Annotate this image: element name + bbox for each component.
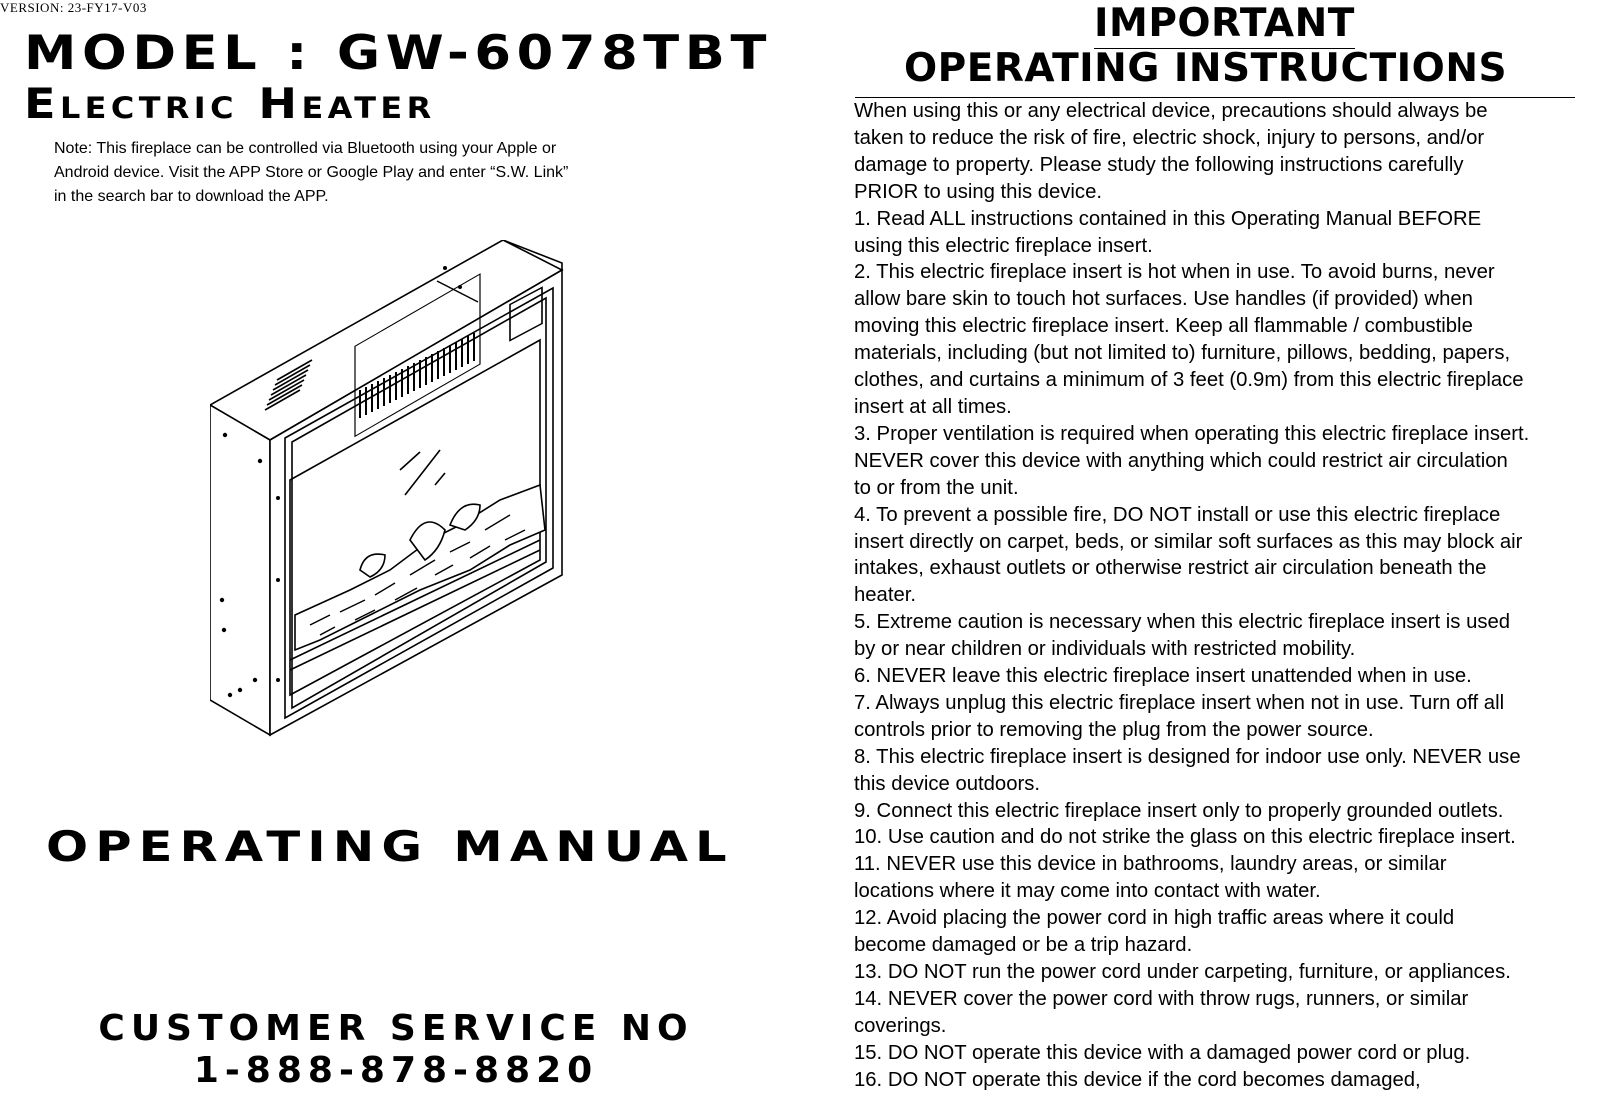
instruction-line: 16. DO NOT operate this device if the cord becomes damaged, xyxy=(854,1068,1421,1091)
instruction-line: allow bare skin to touch hot surfaces. Use handles (if provided) when xyxy=(854,288,1473,311)
operating-instructions-heading: OPERATING INSTRUCTIONS xyxy=(904,46,1508,91)
instruction-line: clothes, and curtains a minimum of 3 feet (0.9m) from this electric fireplace xyxy=(854,369,1524,392)
instruction-line: insert directly on carpet, beds, or similar soft surfaces as this may block air xyxy=(854,530,1523,553)
instruction-line: to or from the unit. xyxy=(854,476,1019,499)
instruction-line: this device outdoors. xyxy=(854,772,1041,795)
version-label: VERSION: 23-FY17-V03 xyxy=(0,0,147,15)
customer-service xyxy=(46,1008,746,1092)
operating-manual-title: OPERATING MANUAL xyxy=(46,822,734,871)
instruction-line: insert at all times. xyxy=(854,395,1012,418)
instruction-line: heater. xyxy=(854,584,917,607)
model-title: MODEL : GW-6078TBT xyxy=(24,26,773,81)
instruction-line: 1. Read ALL instructions contained in this Operating Manual BEFORE xyxy=(854,207,1482,230)
instruction-line: 12. Avoid placing the power cord in high traffic areas where it could xyxy=(854,907,1455,930)
instruction-line: 3. Proper ventilation is required when operating this electric fireplace insert. xyxy=(854,422,1530,445)
note-line: in the search bar to download the APP. xyxy=(54,188,329,205)
model-subtitle: Electric Heater xyxy=(24,79,436,128)
instruction-line: become damaged or be a trip hazard. xyxy=(854,934,1193,957)
instruction-line: controls prior to removing the plug from the power source. xyxy=(854,718,1374,741)
instruction-line: When using this or any electrical device, precautions should always be xyxy=(854,100,1488,122)
note-line: Note: This fireplace can be controlled via Bluetooth using your Apple or xyxy=(54,140,557,157)
instruction-line: locations where it may come into contact with water. xyxy=(854,880,1321,903)
instruction-line: taken to reduce the risk of fire, electric shock, injury to persons, and/or xyxy=(854,126,1485,149)
instruction-line: 6. NEVER leave this electric fireplace insert unattended when in use. xyxy=(854,665,1472,688)
instruction-line: PRIOR to using this device. xyxy=(854,180,1102,203)
instruction-line: 10. Use caution and do not strike the glass on this electric fireplace insert. xyxy=(854,826,1516,849)
customer-service-number: 1-888-878-8820 xyxy=(193,1050,599,1091)
instructions-body xyxy=(854,98,1616,1094)
instruction-line: 11. NEVER use this device in bathrooms, laundry areas, or similar xyxy=(854,853,1447,876)
instruction-line: coverings. xyxy=(854,1014,947,1037)
instruction-line: 4. To prevent a possible fire, DO NOT install or use this electric fireplace xyxy=(854,503,1501,526)
instruction-line: by or near children or individuals with restricted mobility. xyxy=(854,638,1356,661)
instruction-line: 2. This electric fireplace insert is hot when in use. To avoid burns, never xyxy=(854,261,1495,284)
instruction-line: intakes, exhaust outlets or otherwise restrict air circulation beneath the xyxy=(854,557,1487,580)
instruction-line: materials, including (but not limited to) furniture, pillows, bedding, papers, xyxy=(854,342,1511,365)
customer-service-label: CUSTOMER SERVICE NO xyxy=(98,1008,694,1049)
heater-illustration xyxy=(210,240,590,760)
note-line: Android device. Visit the APP Store or Google Play and enter “S.W. Link” xyxy=(54,164,569,181)
instruction-line: damage to property. Please study the following instructions carefully xyxy=(854,153,1464,176)
instruction-line: using this electric fireplace insert. xyxy=(854,234,1153,257)
bluetooth-note xyxy=(54,137,714,209)
instruction-line: NEVER cover this device with anything which could restrict air circulation xyxy=(854,449,1508,472)
instruction-line: 8. This electric fireplace insert is designed for indoor use only. NEVER use xyxy=(854,745,1521,768)
instruction-line: 14. NEVER cover the power cord with throw rugs, runners, or similar xyxy=(854,987,1469,1010)
instruction-line: moving this electric fireplace insert. Keep all flammable / combustible xyxy=(854,315,1473,338)
instruction-line: 9. Connect this electric fireplace insert only to properly grounded outlets. xyxy=(854,799,1504,822)
important-heading: IMPORTANT xyxy=(1094,2,1355,49)
instruction-line: 15. DO NOT operate this device with a damaged power cord or plug. xyxy=(854,1041,1471,1064)
instruction-line: 7. Always unplug this electric fireplace insert when not in use. Turn off all xyxy=(854,691,1505,714)
instruction-line: 13. DO NOT run the power cord under carpeting, furniture, or appliances. xyxy=(854,961,1511,983)
instruction-line: 5. Extreme caution is necessary when this electric fireplace insert is used xyxy=(854,611,1511,634)
